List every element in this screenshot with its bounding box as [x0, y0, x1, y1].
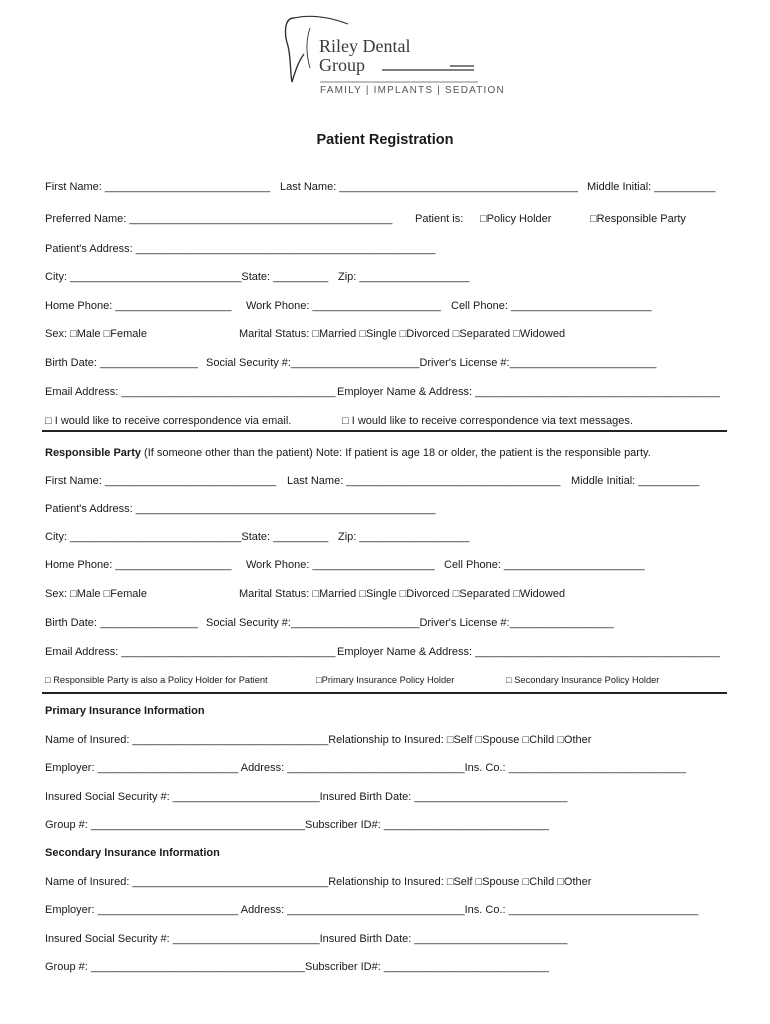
policy-holder-checkbox[interactable]: □Policy Holder [480, 213, 552, 225]
primary-insurance-heading: Primary Insurance Information [45, 705, 205, 717]
rp-last-name-field[interactable]: Last Name: ___________________________________ [287, 475, 561, 487]
rp-sex-checkboxes[interactable]: Sex: □Male □Female [45, 588, 147, 600]
rp-email-field[interactable]: Email Address: ___________________________________ [45, 646, 336, 658]
sex-checkboxes[interactable]: Sex: □Male □Female [45, 328, 147, 340]
home-phone-field[interactable]: Home Phone: ___________________ [45, 300, 232, 312]
birth-date-field[interactable]: Birth Date: ________________ [45, 357, 198, 369]
rp-work-phone-field[interactable]: Work Phone: ____________________ [246, 559, 435, 571]
primary-insured-ssn-field[interactable]: Insured Social Security #: ________________________Insured Birth Date: _________________________ [45, 791, 568, 803]
work-phone-field[interactable]: Work Phone: _____________________ [246, 300, 441, 312]
patient-address-field[interactable]: Patient's Address: _________________________________________________ [45, 243, 436, 255]
ssn-license-field[interactable]: Social Security #:_____________________Driver's License #:________________________ [206, 357, 657, 369]
secondary-group-field[interactable]: Group #: ___________________________________Subscriber ID#: ___________________________ [45, 961, 550, 973]
first-name-field[interactable]: First Name: ___________________________ [45, 181, 271, 193]
secondary-employer-field[interactable]: Employer: _______________________ Address: _____________________________Ins. Co.: _______________________________ [45, 904, 699, 916]
rp-middle-initial-field[interactable]: Middle Initial: __________ [571, 475, 700, 487]
riley-dental-logo [282, 14, 505, 104]
secondary-insured-name-field[interactable]: Name of Insured: ________________________________Relationship to Insured: □Self □Spouse □Child □Other [45, 876, 592, 888]
rp-policy-holder-checkbox[interactable]: □ Responsible Party is also a Policy Holder for Patient [45, 675, 268, 685]
text-correspondence-checkbox[interactable]: □ I would like to receive correspondence via text messages. [342, 415, 633, 427]
rp-secondary-holder-checkbox[interactable]: □ Secondary Insurance Policy Holder [506, 675, 660, 685]
city-state-field[interactable]: City: ____________________________State: _________ [45, 271, 329, 283]
patient-is-label: Patient is: [415, 213, 464, 225]
rp-zip-field[interactable]: Zip: __________________ [338, 531, 470, 543]
cell-phone-field[interactable]: Cell Phone: _______________________ [451, 300, 652, 312]
rp-city-state-field[interactable]: City: ____________________________State: _________ [45, 531, 329, 543]
rp-cell-phone-field[interactable]: Cell Phone: _______________________ [444, 559, 645, 571]
zip-field[interactable]: Zip: __________________ [338, 271, 470, 283]
responsible-party-heading-line [45, 446, 651, 460]
middle-initial-field[interactable]: Middle Initial: __________ [587, 181, 716, 193]
rp-ssn-license-field[interactable]: Social Security #:_____________________Driver's License #:_________________ [206, 617, 614, 629]
secondary-insured-ssn-field[interactable]: Insured Social Security #: ________________________Insured Birth Date: _________________________ [45, 933, 568, 945]
secondary-insurance-heading: Secondary Insurance Information [45, 847, 220, 859]
primary-group-field[interactable]: Group #: ___________________________________Subscriber ID#: ___________________________ [45, 819, 550, 831]
last-name-field[interactable]: Last Name: _______________________________________ [280, 181, 578, 193]
page-title: Patient Registration [316, 132, 454, 148]
responsible-party-heading: Responsible Party [45, 447, 141, 459]
rp-marital-status-checkboxes[interactable]: Marital Status: □Married □Single □Divorced □Separated □Widowed [239, 588, 566, 600]
rp-primary-holder-checkbox[interactable]: □Primary Insurance Policy Holder [316, 675, 455, 685]
employer-field[interactable]: Employer Name & Address: ________________________________________ [337, 386, 720, 398]
rp-first-name-field[interactable]: First Name: ____________________________ [45, 475, 277, 487]
email-field[interactable]: Email Address: ___________________________________ [45, 386, 336, 398]
rp-birth-date-field[interactable]: Birth Date: ________________ [45, 617, 198, 629]
marital-status-checkboxes[interactable]: Marital Status: □Married □Single □Divorced □Separated □Widowed [239, 328, 566, 340]
preferred-name-field[interactable]: Preferred Name: ___________________________________________ [45, 213, 393, 225]
responsible-party-checkbox[interactable]: □Responsible Party [590, 213, 686, 225]
rp-home-phone-field[interactable]: Home Phone: ___________________ [45, 559, 232, 571]
logo-name-line1: Riley Dental [319, 36, 411, 56]
primary-insured-name-field[interactable]: Name of Insured: ________________________________Relationship to Insured: □Self □Spouse □Child □Other [45, 734, 592, 746]
email-correspondence-checkbox[interactable]: □ I would like to receive correspondence via email. [45, 415, 292, 427]
section-divider [42, 430, 727, 432]
responsible-party-note: (If someone other than the patient) Note: If patient is age 18 or older, the patient is the responsible party. [144, 447, 651, 459]
primary-employer-field[interactable]: Employer: _______________________ Address: _____________________________Ins. Co.: _____________________________ [45, 762, 687, 774]
section-divider [42, 692, 727, 694]
rp-address-field[interactable]: Patient's Address: _________________________________________________ [45, 503, 436, 515]
logo-name-line2: Group [319, 55, 365, 75]
logo-tagline: FAMILY | IMPLANTS | SEDATION [320, 85, 505, 96]
rp-employer-field[interactable]: Employer Name & Address: ________________________________________ [337, 646, 720, 658]
